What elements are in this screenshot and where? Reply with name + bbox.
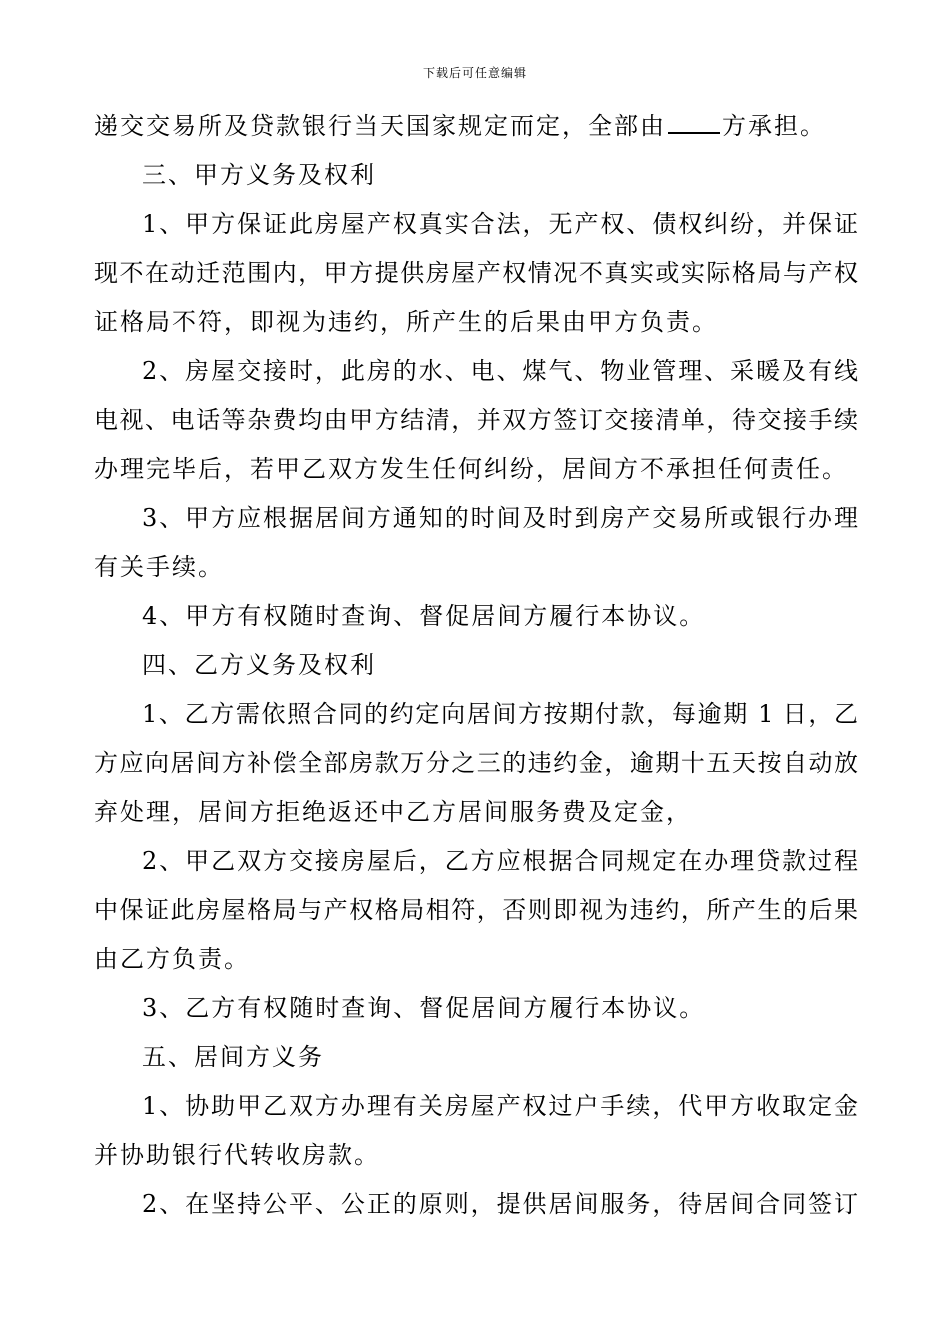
text-segment: 方承担。	[722, 112, 826, 140]
paragraph-line: 由乙方负责。	[94, 945, 250, 973]
paragraph-line: 1、协助甲乙双方办理有关房屋产权过户手续，代甲方收取定金	[142, 1092, 858, 1120]
text-segment: 递交交易所及贷款银行当天国家规定而定，全部由	[94, 112, 666, 140]
section-heading: 四、乙方义务及权利	[142, 651, 376, 679]
paragraph-line: 方应向居间方补偿全部房款万分之三的违约金，逾期十五天按自动放	[94, 749, 858, 777]
paragraph-line: 4、甲方有权随时查询、督促居间方履行本协议。	[142, 602, 706, 630]
paragraph-line: 2、甲乙双方交接房屋后，乙方应根据合同规定在办理贷款过程	[142, 847, 858, 875]
paragraph-line: 2、在坚持公平、公正的原则，提供居间服务，待居间合同签订	[142, 1190, 858, 1218]
paragraph-line: 3、甲方应根据居间方通知的时间及时到房产交易所或银行办理	[142, 504, 858, 532]
paragraph-line: 1、乙方需依照合同的约定向居间方按期付款，每逾期 1 日，乙	[142, 700, 858, 728]
paragraph-line: 1、甲方保证此房屋产权真实合法，无产权、债权纠纷，并保证	[142, 210, 858, 238]
paragraph-line: 2、房屋交接时，此房的水、电、煤气、物业管理、采暖及有线	[142, 357, 858, 385]
paragraph-line: 办理完毕后，若甲乙双方发生任何纠纷，居间方不承担任何责任。	[94, 455, 848, 483]
paragraph-line: 证格局不符，即视为违约，所产生的后果由甲方负责。	[94, 308, 718, 336]
paragraph-line: 现不在动迁范围内，甲方提供房屋产权情况不真实或实际格局与产权	[94, 259, 858, 287]
paragraph-line: 弃处理，居间方拒绝返还中乙方居间服务费及定金，	[94, 798, 692, 826]
paragraph-line: 电视、电话等杂费均由甲方结清，并双方签订交接清单，待交接手续	[94, 406, 858, 434]
fill-in-blank	[668, 110, 720, 134]
text-line	[94, 102, 858, 151]
paragraph-line: 3、乙方有权随时查询、督促居间方履行本协议。	[142, 994, 706, 1022]
section-heading: 五、居间方义务	[142, 1043, 324, 1071]
page-header: 下载后可任意编辑	[422, 66, 527, 80]
paragraph-line: 并协助银行代转收房款。	[94, 1141, 380, 1169]
paragraph-line: 有关手续。	[94, 553, 224, 581]
section-heading: 三、甲方义务及权利	[142, 161, 376, 189]
paragraph-line: 中保证此房屋格局与产权格局相符，否则即视为违约，所产生的后果	[94, 896, 858, 924]
document-body	[94, 102, 858, 1229]
